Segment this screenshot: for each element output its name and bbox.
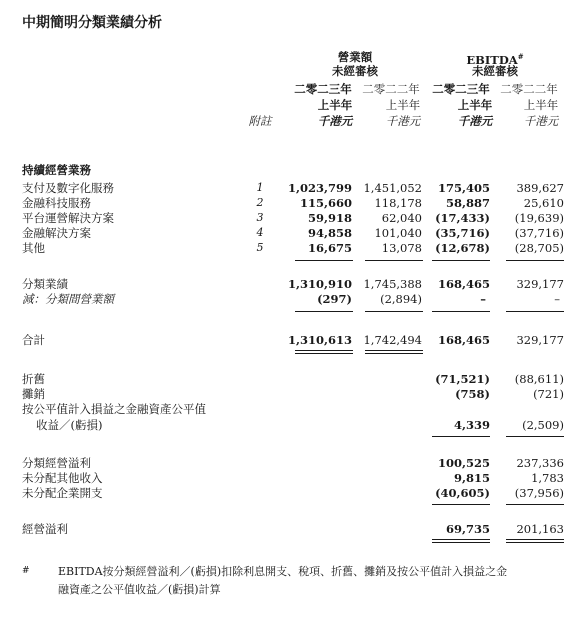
- revenue-unaudited: 未經審核: [332, 64, 378, 78]
- eb-half-2022: 上半年: [523, 98, 559, 112]
- row-label: 未分配企業開支: [22, 486, 103, 500]
- footnote-line-1: EBITDA按分類經營溢利／(虧損)扣除利息開支、稅項、折舊、攤銷及按公平值計入損益之金: [58, 565, 508, 578]
- eb-year-2023: 二零二三年: [432, 82, 490, 96]
- rule: [432, 504, 490, 505]
- row-label: 支付及數字化服務: [22, 181, 114, 195]
- rev-2023-cell: 16,675: [307, 241, 352, 255]
- rule: [295, 260, 353, 261]
- rev-2022-cell: 1,451,052: [363, 181, 422, 195]
- eb-2023-cell: 4,339: [453, 418, 490, 432]
- row-label: 折舊: [22, 372, 45, 386]
- eb-2023-cell: 168,465: [437, 277, 490, 291]
- row-note: 2: [256, 196, 264, 209]
- rule: [365, 311, 423, 312]
- row-label: 經營溢利: [22, 522, 68, 536]
- eb-2023-cell: 69,735: [445, 522, 490, 536]
- eb-2022-cell: 389,627: [516, 181, 564, 195]
- rule: [506, 504, 564, 505]
- eb-2022-cell: 201,163: [516, 522, 564, 536]
- rev-2022-cell: 1,745,388: [363, 277, 422, 291]
- eb-2022-cell: 25,610: [523, 196, 564, 210]
- eb-2023-cell: (758): [455, 387, 490, 401]
- rev-2023-cell: 94,858: [307, 226, 352, 240]
- ebitda-unaudited: 未經審核: [472, 64, 518, 78]
- rev-2023-cell: 1,310,613: [287, 333, 352, 347]
- eb-2023-cell: –: [480, 292, 486, 306]
- rev-2022-cell: 62,040: [381, 211, 422, 225]
- double-rule: [295, 350, 353, 354]
- eb-2022-cell: –: [554, 292, 560, 306]
- double-rule: [365, 350, 423, 354]
- rev-2022-cell: 118,178: [374, 196, 422, 210]
- page-title: 中期簡明分類業績分析: [22, 15, 162, 31]
- eb-half-2023: 上半年: [457, 98, 493, 112]
- row-label: 其他: [22, 241, 45, 255]
- rev-2023-cell: 59,918: [307, 211, 352, 225]
- row-note: 5: [256, 241, 264, 254]
- ebitda-header: EBITDA#: [466, 52, 524, 67]
- rule: [506, 436, 564, 437]
- rev-2022-cell: 101,040: [374, 226, 422, 240]
- eb-2022-cell: 1,783: [531, 471, 564, 485]
- eb-2023-cell: (12,678): [435, 241, 490, 255]
- row-label: 分類經營溢利: [22, 456, 91, 470]
- rev-2023-cell: 1,023,799: [287, 181, 352, 195]
- rev-unit-2022: 千港元: [385, 114, 421, 128]
- row-note: 4: [256, 226, 264, 239]
- eb-2023-cell: 58,887: [445, 196, 490, 210]
- footnote-mark: #: [22, 566, 30, 576]
- rev-year-2022: 二零二二年: [362, 82, 420, 96]
- double-rule: [432, 539, 490, 543]
- row-label: 分類業績: [22, 277, 68, 291]
- eb-2023-cell: (35,716): [435, 226, 490, 240]
- rule: [432, 436, 490, 437]
- row-label: 收益／(虧損): [36, 418, 103, 432]
- revenue-header: 營業額: [337, 50, 373, 64]
- rev-2023-cell: 115,660: [299, 196, 352, 210]
- row-note: 3: [256, 211, 264, 224]
- eb-2023-cell: (71,521): [435, 372, 490, 386]
- row-label: 減：分類間營業額: [22, 292, 114, 306]
- section-continuing: 持續經營業務: [22, 163, 91, 177]
- rev-2022-cell: 13,078: [381, 241, 422, 255]
- row-label: 平台運營解決方案: [22, 211, 114, 225]
- eb-2023-cell: (40,605): [435, 486, 490, 500]
- eb-2023-cell: 9,815: [453, 471, 490, 485]
- rev-2023-cell: 1,310,910: [287, 277, 352, 291]
- eb-2022-cell: (28,705): [514, 241, 564, 255]
- eb-unit-2022: 千港元: [523, 114, 559, 128]
- rev-2022-cell: 1,742,494: [363, 333, 422, 347]
- eb-2023-cell: (17,433): [435, 211, 490, 225]
- footnote-line-2: 融資產之公平值收益／(虧損)計算: [58, 583, 221, 596]
- rev-unit-2023: 千港元: [317, 114, 353, 128]
- row-label: 金融解決方案: [22, 226, 91, 240]
- eb-2022-cell: (19,639): [514, 211, 564, 225]
- eb-2022-cell: (721): [533, 387, 564, 401]
- eb-year-2022: 二零二二年: [500, 82, 558, 96]
- rule: [365, 260, 423, 261]
- row-label: 攤銷: [22, 387, 45, 401]
- rev-2023-cell: (297): [317, 292, 352, 306]
- eb-2022-cell: 329,177: [516, 333, 564, 347]
- eb-2023-cell: 168,465: [437, 333, 490, 347]
- rule: [432, 260, 490, 261]
- row-label: 金融科技服務: [22, 196, 91, 210]
- eb-2022-cell: (37,956): [514, 486, 564, 500]
- rule: [295, 311, 353, 312]
- eb-2022-cell: 237,336: [516, 456, 564, 470]
- double-rule: [506, 539, 564, 543]
- rule: [432, 311, 490, 312]
- eb-2022-cell: (2,509): [522, 418, 564, 432]
- rule: [506, 260, 564, 261]
- eb-2022-cell: 329,177: [516, 277, 564, 291]
- note-header: 附註: [248, 114, 272, 128]
- row-label: 合計: [22, 333, 45, 347]
- rev-year-2023: 二零二三年: [294, 82, 352, 96]
- rev-half-2023: 上半年: [317, 98, 353, 112]
- rev-2022-cell: (2,894): [380, 292, 422, 306]
- eb-2022-cell: (88,611): [514, 372, 564, 386]
- row-note: 1: [256, 181, 264, 194]
- eb-2023-cell: 100,525: [437, 456, 490, 470]
- eb-unit-2023: 千港元: [457, 114, 493, 128]
- row-label: 未分配其他收入: [22, 471, 103, 485]
- eb-2022-cell: (37,716): [514, 226, 564, 240]
- row-label: 按公平值計入損益之金融資產公平值: [22, 402, 206, 416]
- rev-half-2022: 上半年: [385, 98, 421, 112]
- eb-2023-cell: 175,405: [437, 181, 490, 195]
- rule: [506, 311, 564, 312]
